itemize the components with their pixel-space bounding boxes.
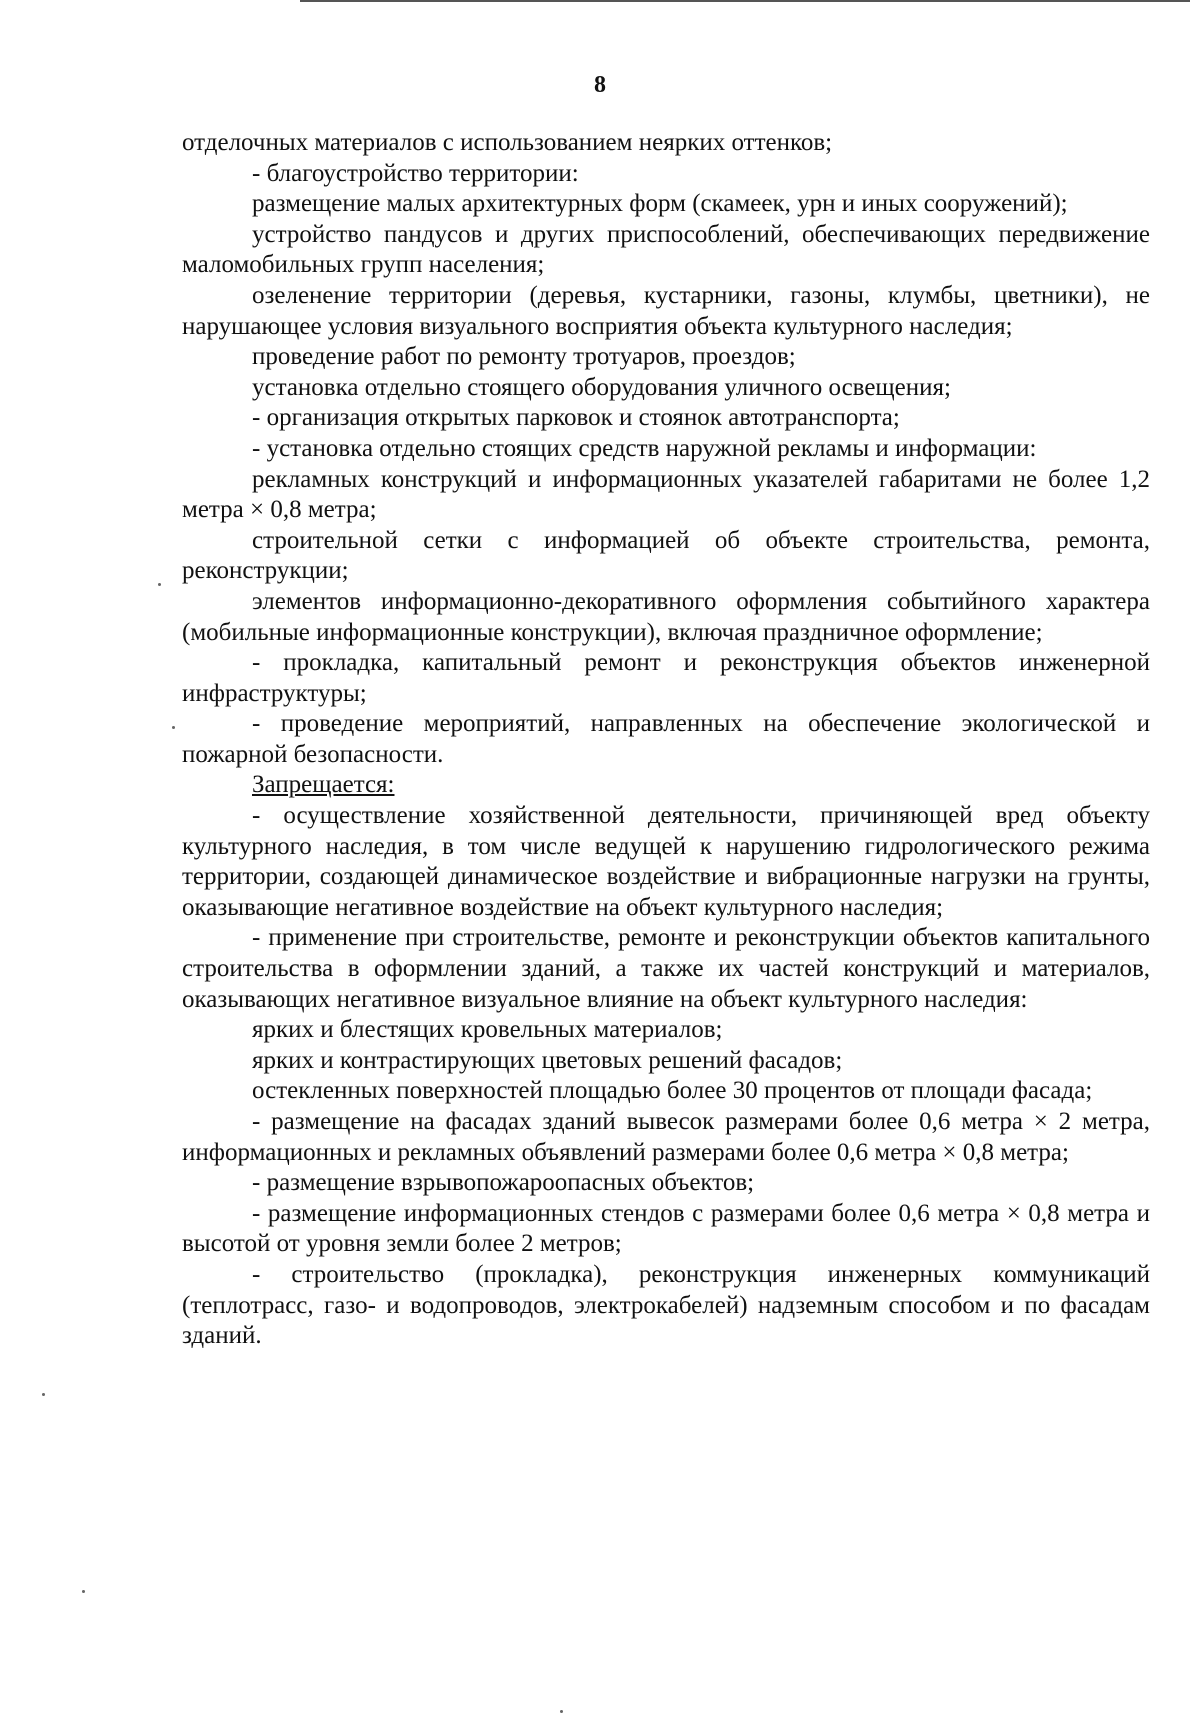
paragraph: ярких и блестящих кровельных материалов;: [252, 1016, 723, 1044]
paragraph: остекленных поверхностей площадью более 30 процентов от площади фасада;: [252, 1077, 1093, 1105]
paragraph: строительной сетки с информацией об объекте строительства, ремонта, реконструкции;: [182, 526, 1150, 585]
paragraph: устройство пандусов и других приспособлений, обеспечивающих передвижение маломобильных групп населения;: [182, 220, 1150, 279]
paragraph: - проведение мероприятий, направленных на обеспечение экологической и пожарной безопасности.: [182, 710, 1150, 768]
paragraph: элементов информационно-декоративного оформления событийного характера (мобильные информационные конструкции), включая праздничное оформление;: [182, 587, 1150, 646]
scan-speck: [560, 1710, 563, 1713]
paragraph: ярких и контрастирующих цветовых решений фасадов;: [252, 1046, 843, 1074]
paragraph: - организация открытых парковок и стоянок автотранспорта;: [252, 404, 900, 432]
paragraph: отделочных материалов с использованием неярких оттенков;: [182, 129, 833, 156]
scan-speck: [42, 1393, 45, 1396]
paragraph: - прокладка, капитальный ремонт и реконструкция объектов инженерной инфраструктуры;: [182, 649, 1150, 707]
scan-speck: [82, 1590, 85, 1593]
section-heading-prohibited: [182, 770, 1150, 801]
paragraph: - благоустройство территории:: [252, 159, 579, 187]
paragraph: - размещение на фасадах зданий вывесок размерами более 0,6 метра × 2 метра, информационных и рекламных объявлений размерами более 0,6 метра × 0,8 метра;: [182, 1108, 1150, 1166]
scan-speck: [172, 726, 175, 729]
paragraph: - установка отдельно стоящих средств наружной рекламы и информации:: [252, 434, 1037, 462]
paragraph: - осуществление хозяйственной деятельности, причиняющей вред объекту культурного наследия, в том числе ведущей к нарушению гидрологического режима территории, создающей динамическое воздействие и вибрационные нагрузки на грунты, оказывающие негативное воздействие на объект культурного наследия;: [182, 802, 1150, 921]
scan-edge-line: [300, 0, 1190, 2]
page-number: 8: [594, 72, 606, 98]
paragraph: размещение малых архитектурных форм (скамеек, урн и иных сооружений);: [252, 190, 1068, 218]
paragraph: установка отдельно стоящего оборудования уличного освещения;: [252, 373, 951, 401]
paragraph: озеленение территории (деревья, кустарники, газоны, клумбы, цветники), не нарушающее условия визуального восприятия объекта культурного наследия;: [182, 281, 1150, 340]
paragraph: - размещение взрывопожароопасных объектов;: [252, 1169, 755, 1197]
document-body: [182, 128, 1150, 1352]
paragraph: - строительство (прокладка), реконструкция инженерных коммуникаций (теплотрасс, газо- и водопроводов, электрокабелей) надземным способом и по фасадам зданий.: [182, 1260, 1150, 1350]
heading-text: Запрещается:: [252, 771, 395, 799]
paragraph: проведение работ по ремонту тротуаров, проездов;: [252, 343, 796, 371]
paragraph: - применение при строительстве, ремонте и реконструкции объектов капитального строительства в оформлении зданий, а также их частей конструкций и материалов, оказывающих негативное визуальное влияние на объект культурного наследия:: [182, 924, 1150, 1013]
paragraph: рекламных конструкций и информационных указателей габаритами не более 1,2 метра × 0,8 метра;: [182, 465, 1150, 524]
scan-speck: [158, 583, 161, 586]
paragraph: - размещение информационных стендов с размерами более 0,6 метра × 0,8 метра и высотой от уровня земли более 2 метров;: [182, 1199, 1150, 1258]
